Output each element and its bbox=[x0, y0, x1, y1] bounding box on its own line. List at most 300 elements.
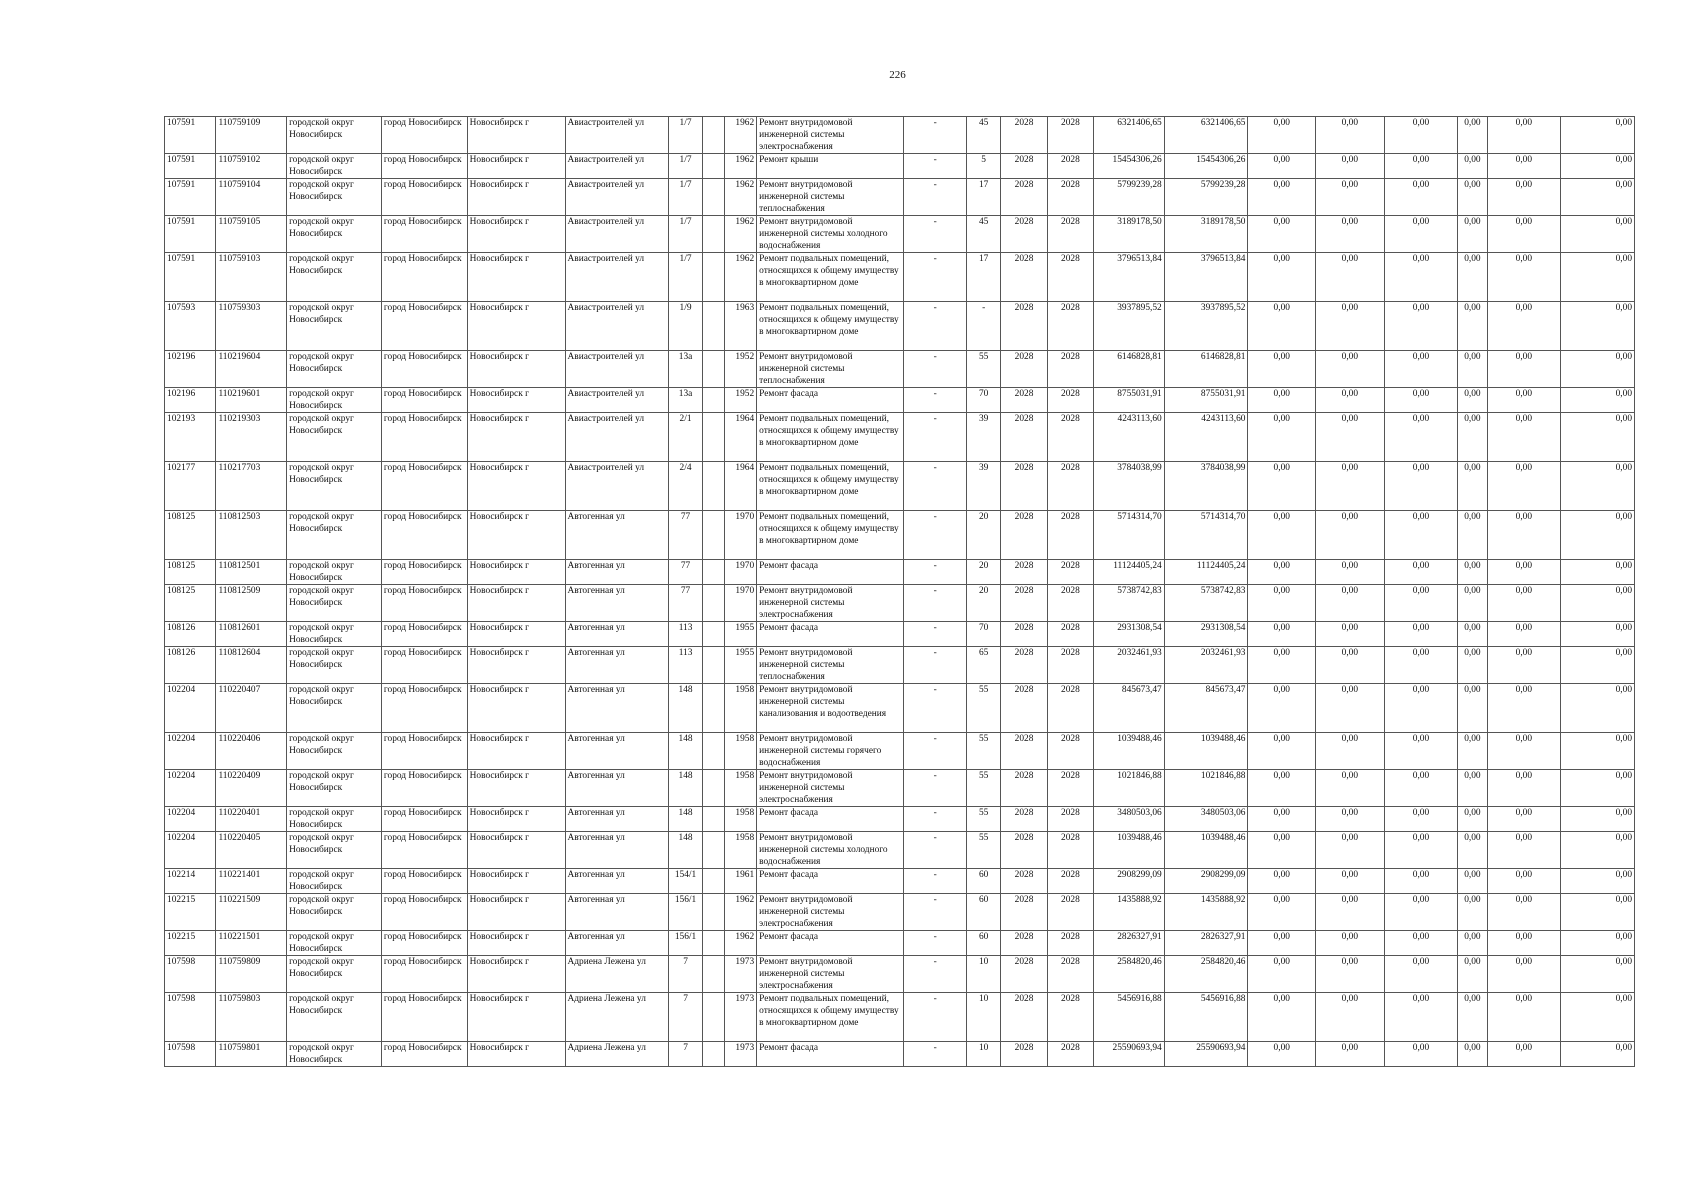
cell-total-cost: 6321406,65 bbox=[1094, 117, 1165, 154]
cell-federal-funds: 0,00 bbox=[1248, 1042, 1316, 1067]
cell-work-id: 110812601 bbox=[216, 622, 287, 647]
cell-plan-year-end: 2028 bbox=[1047, 1042, 1093, 1067]
cell-regional-funds: 0,00 bbox=[1316, 585, 1385, 622]
cell-other-funds: 0,00 bbox=[1487, 302, 1561, 351]
cell-unit: - bbox=[904, 253, 967, 302]
cell-plan-year-start: 2028 bbox=[1001, 684, 1047, 733]
cell-municipal-district: городской округ Новосибирск bbox=[287, 807, 382, 832]
cell-house-number: 156/1 bbox=[669, 894, 702, 931]
cell-street: Автогенная ул bbox=[565, 869, 669, 894]
cell-federal-funds: 0,00 bbox=[1248, 154, 1316, 179]
cell-work-id: 110221509 bbox=[216, 894, 287, 931]
cell-house-number: 2/4 bbox=[669, 462, 702, 511]
cell-unit: - bbox=[904, 351, 967, 388]
cell-street: Автогенная ул bbox=[565, 560, 669, 585]
cell-locality: Новосибирск г bbox=[467, 179, 565, 216]
cell-wear-percent: 10 bbox=[967, 956, 1001, 993]
cell-municipal-district: городской округ Новосибирск bbox=[287, 302, 382, 351]
cell-plan-year-start: 2028 bbox=[1001, 807, 1047, 832]
cell-work-type: Ремонт внутридомовой инженерной системы горячего водоснабжения bbox=[757, 733, 904, 770]
cell-owners-funds: 0,00 bbox=[1458, 894, 1487, 931]
cell-reserve-funds: 0,00 bbox=[1561, 462, 1635, 511]
cell-house-number: 1/7 bbox=[669, 253, 702, 302]
cell-unit: - bbox=[904, 462, 967, 511]
cell-other-funds: 0,00 bbox=[1487, 832, 1561, 869]
cell-municipal-district: городской округ Новосибирск bbox=[287, 388, 382, 413]
cell-federal-funds: 0,00 bbox=[1248, 894, 1316, 931]
cell-work-type: Ремонт внутридомовой инженерной системы теплоснабжения bbox=[757, 351, 904, 388]
cell-unit: - bbox=[904, 956, 967, 993]
cell-unit: - bbox=[904, 869, 967, 894]
table-row bbox=[165, 807, 1635, 832]
cell-reserve-funds: 0,00 bbox=[1561, 956, 1635, 993]
cell-unit: - bbox=[904, 413, 967, 462]
cell-unit: - bbox=[904, 585, 967, 622]
cell-building bbox=[702, 462, 724, 511]
cell-total-cost: 2908299,09 bbox=[1094, 869, 1165, 894]
cell-building bbox=[702, 1042, 724, 1067]
cell-total-cost: 1039488,46 bbox=[1094, 832, 1165, 869]
cell-house-number: 7 bbox=[669, 956, 702, 993]
cell-house-number: 148 bbox=[669, 832, 702, 869]
cell-work-type: Ремонт подвальных помещений, относящихся к общему имуществу в многоквартирном доме bbox=[757, 253, 904, 302]
cell-unit: - bbox=[904, 647, 967, 684]
cell-building bbox=[702, 684, 724, 733]
cell-reserve-funds: 0,00 bbox=[1561, 351, 1635, 388]
cell-federal-funds: 0,00 bbox=[1248, 302, 1316, 351]
cell-year-built: 1973 bbox=[724, 993, 756, 1042]
cell-other-funds: 0,00 bbox=[1487, 117, 1561, 154]
cell-work-type: Ремонт внутридомовой инженерной системы теплоснабжения bbox=[757, 647, 904, 684]
cell-locality: Новосибирск г bbox=[467, 956, 565, 993]
cell-settlement: город Новосибирск bbox=[381, 302, 467, 351]
cell-owners-funds: 0,00 bbox=[1458, 511, 1487, 560]
cell-settlement: город Новосибирск bbox=[381, 560, 467, 585]
cell-house-number: 2/1 bbox=[669, 413, 702, 462]
cell-year-built: 1958 bbox=[724, 733, 756, 770]
cell-work-type: Ремонт подвальных помещений, относящихся к общему имуществу в многоквартирном доме bbox=[757, 302, 904, 351]
cell-house-id: 102196 bbox=[165, 351, 216, 388]
cell-reserve-funds: 0,00 bbox=[1561, 302, 1635, 351]
cell-wear-percent: 17 bbox=[967, 179, 1001, 216]
cell-work-id: 110759303 bbox=[216, 302, 287, 351]
cell-building bbox=[702, 351, 724, 388]
cell-federal-funds: 0,00 bbox=[1248, 869, 1316, 894]
cell-plan-year-end: 2028 bbox=[1047, 585, 1093, 622]
cell-work-id: 110220401 bbox=[216, 807, 287, 832]
cell-work-id: 110812503 bbox=[216, 511, 287, 560]
cell-settlement: город Новосибирск bbox=[381, 253, 467, 302]
cell-fund-cost: 3796513,84 bbox=[1164, 253, 1248, 302]
cell-wear-percent: 55 bbox=[967, 351, 1001, 388]
cell-wear-percent: - bbox=[967, 302, 1001, 351]
cell-street: Адриена Лежена ул bbox=[565, 993, 669, 1042]
cell-local-funds: 0,00 bbox=[1384, 179, 1458, 216]
cell-reserve-funds: 0,00 bbox=[1561, 993, 1635, 1042]
cell-street: Авиастроителей ул bbox=[565, 253, 669, 302]
cell-owners-funds: 0,00 bbox=[1458, 770, 1487, 807]
cell-fund-cost: 2826327,91 bbox=[1164, 931, 1248, 956]
cell-unit: - bbox=[904, 1042, 967, 1067]
cell-work-type: Ремонт фасада bbox=[757, 869, 904, 894]
cell-work-id: 110759103 bbox=[216, 253, 287, 302]
cell-year-built: 1962 bbox=[724, 117, 756, 154]
cell-wear-percent: 20 bbox=[967, 511, 1001, 560]
cell-unit: - bbox=[904, 770, 967, 807]
cell-regional-funds: 0,00 bbox=[1316, 413, 1385, 462]
cell-house-id: 102204 bbox=[165, 807, 216, 832]
cell-work-id: 110759102 bbox=[216, 154, 287, 179]
cell-work-type: Ремонт фасада bbox=[757, 1042, 904, 1067]
cell-year-built: 1964 bbox=[724, 462, 756, 511]
cell-local-funds: 0,00 bbox=[1384, 993, 1458, 1042]
cell-locality: Новосибирск г bbox=[467, 894, 565, 931]
cell-year-built: 1973 bbox=[724, 1042, 756, 1067]
cell-fund-cost: 5738742,83 bbox=[1164, 585, 1248, 622]
cell-year-built: 1973 bbox=[724, 956, 756, 993]
cell-unit: - bbox=[904, 807, 967, 832]
cell-year-built: 1961 bbox=[724, 869, 756, 894]
cell-locality: Новосибирск г bbox=[467, 832, 565, 869]
cell-regional-funds: 0,00 bbox=[1316, 253, 1385, 302]
cell-building bbox=[702, 302, 724, 351]
cell-settlement: город Новосибирск bbox=[381, 511, 467, 560]
table-row bbox=[165, 388, 1635, 413]
cell-owners-funds: 0,00 bbox=[1458, 832, 1487, 869]
cell-total-cost: 3480503,06 bbox=[1094, 807, 1165, 832]
cell-fund-cost: 3480503,06 bbox=[1164, 807, 1248, 832]
cell-work-type: Ремонт внутридомовой инженерной системы холодного водоснабжения bbox=[757, 216, 904, 253]
cell-year-built: 1962 bbox=[724, 931, 756, 956]
cell-local-funds: 0,00 bbox=[1384, 647, 1458, 684]
cell-owners-funds: 0,00 bbox=[1458, 733, 1487, 770]
table-row bbox=[165, 931, 1635, 956]
cell-municipal-district: городской округ Новосибирск bbox=[287, 351, 382, 388]
cell-house-number: 77 bbox=[669, 560, 702, 585]
cell-regional-funds: 0,00 bbox=[1316, 869, 1385, 894]
cell-other-funds: 0,00 bbox=[1487, 622, 1561, 647]
cell-regional-funds: 0,00 bbox=[1316, 388, 1385, 413]
cell-federal-funds: 0,00 bbox=[1248, 993, 1316, 1042]
cell-house-id: 102204 bbox=[165, 832, 216, 869]
cell-federal-funds: 0,00 bbox=[1248, 511, 1316, 560]
table-row bbox=[165, 770, 1635, 807]
cell-house-number: 156/1 bbox=[669, 931, 702, 956]
cell-settlement: город Новосибирск bbox=[381, 931, 467, 956]
cell-settlement: город Новосибирск bbox=[381, 154, 467, 179]
cell-wear-percent: 55 bbox=[967, 684, 1001, 733]
cell-owners-funds: 0,00 bbox=[1458, 154, 1487, 179]
cell-plan-year-start: 2028 bbox=[1001, 302, 1047, 351]
cell-street: Автогенная ул bbox=[565, 647, 669, 684]
cell-year-built: 1962 bbox=[724, 179, 756, 216]
cell-municipal-district: городской округ Новосибирск bbox=[287, 622, 382, 647]
cell-fund-cost: 1039488,46 bbox=[1164, 733, 1248, 770]
cell-fund-cost: 25590693,94 bbox=[1164, 1042, 1248, 1067]
cell-unit: - bbox=[904, 894, 967, 931]
cell-house-id: 107598 bbox=[165, 1042, 216, 1067]
table-row bbox=[165, 179, 1635, 216]
cell-owners-funds: 0,00 bbox=[1458, 684, 1487, 733]
cell-plan-year-start: 2028 bbox=[1001, 511, 1047, 560]
cell-municipal-district: городской округ Новосибирск bbox=[287, 993, 382, 1042]
cell-federal-funds: 0,00 bbox=[1248, 560, 1316, 585]
cell-unit: - bbox=[904, 560, 967, 585]
cell-locality: Новосибирск г bbox=[467, 253, 565, 302]
cell-fund-cost: 2584820,46 bbox=[1164, 956, 1248, 993]
cell-house-id: 102215 bbox=[165, 894, 216, 931]
cell-owners-funds: 0,00 bbox=[1458, 253, 1487, 302]
cell-plan-year-start: 2028 bbox=[1001, 585, 1047, 622]
cell-federal-funds: 0,00 bbox=[1248, 807, 1316, 832]
cell-work-type: Ремонт внутридомовой инженерной системы электроснабжения bbox=[757, 585, 904, 622]
cell-year-built: 1964 bbox=[724, 413, 756, 462]
cell-settlement: город Новосибирск bbox=[381, 462, 467, 511]
cell-unit: - bbox=[904, 179, 967, 216]
cell-work-id: 110219601 bbox=[216, 388, 287, 413]
cell-local-funds: 0,00 bbox=[1384, 388, 1458, 413]
cell-other-funds: 0,00 bbox=[1487, 770, 1561, 807]
cell-reserve-funds: 0,00 bbox=[1561, 413, 1635, 462]
cell-local-funds: 0,00 bbox=[1384, 832, 1458, 869]
cell-settlement: город Новосибирск bbox=[381, 413, 467, 462]
cell-other-funds: 0,00 bbox=[1487, 647, 1561, 684]
cell-reserve-funds: 0,00 bbox=[1561, 560, 1635, 585]
cell-municipal-district: городской округ Новосибирск bbox=[287, 733, 382, 770]
cell-house-number: 13а bbox=[669, 351, 702, 388]
cell-fund-cost: 6146828,81 bbox=[1164, 351, 1248, 388]
cell-street: Авиастроителей ул bbox=[565, 216, 669, 253]
table-row bbox=[165, 560, 1635, 585]
cell-local-funds: 0,00 bbox=[1384, 733, 1458, 770]
cell-locality: Новосибирск г bbox=[467, 117, 565, 154]
cell-work-id: 110759809 bbox=[216, 956, 287, 993]
cell-reserve-funds: 0,00 bbox=[1561, 253, 1635, 302]
cell-house-number: 113 bbox=[669, 622, 702, 647]
cell-owners-funds: 0,00 bbox=[1458, 302, 1487, 351]
cell-regional-funds: 0,00 bbox=[1316, 770, 1385, 807]
cell-work-id: 110759109 bbox=[216, 117, 287, 154]
cell-work-id: 110759803 bbox=[216, 993, 287, 1042]
cell-locality: Новосибирск г bbox=[467, 622, 565, 647]
cell-wear-percent: 17 bbox=[967, 253, 1001, 302]
cell-wear-percent: 60 bbox=[967, 894, 1001, 931]
cell-local-funds: 0,00 bbox=[1384, 302, 1458, 351]
cell-other-funds: 0,00 bbox=[1487, 216, 1561, 253]
cell-plan-year-end: 2028 bbox=[1047, 253, 1093, 302]
cell-municipal-district: городской округ Новосибирск bbox=[287, 216, 382, 253]
cell-reserve-funds: 0,00 bbox=[1561, 154, 1635, 179]
cell-plan-year-start: 2028 bbox=[1001, 560, 1047, 585]
cell-house-number: 1/9 bbox=[669, 302, 702, 351]
cell-total-cost: 1021846,88 bbox=[1094, 770, 1165, 807]
cell-total-cost: 1039488,46 bbox=[1094, 733, 1165, 770]
cell-wear-percent: 55 bbox=[967, 832, 1001, 869]
cell-wear-percent: 45 bbox=[967, 117, 1001, 154]
cell-locality: Новосибирск г bbox=[467, 413, 565, 462]
cell-unit: - bbox=[904, 993, 967, 1042]
cell-federal-funds: 0,00 bbox=[1248, 733, 1316, 770]
cell-plan-year-end: 2028 bbox=[1047, 869, 1093, 894]
cell-fund-cost: 8755031,91 bbox=[1164, 388, 1248, 413]
cell-fund-cost: 5714314,70 bbox=[1164, 511, 1248, 560]
cell-work-id: 110220407 bbox=[216, 684, 287, 733]
cell-work-type: Ремонт внутридомовой инженерной системы канализования и водоотведения bbox=[757, 684, 904, 733]
cell-plan-year-start: 2028 bbox=[1001, 154, 1047, 179]
cell-building bbox=[702, 560, 724, 585]
cell-federal-funds: 0,00 bbox=[1248, 684, 1316, 733]
cell-house-id: 107591 bbox=[165, 154, 216, 179]
cell-other-funds: 0,00 bbox=[1487, 956, 1561, 993]
cell-work-type: Ремонт внутридомовой инженерной системы электроснабжения bbox=[757, 770, 904, 807]
cell-local-funds: 0,00 bbox=[1384, 894, 1458, 931]
cell-reserve-funds: 0,00 bbox=[1561, 622, 1635, 647]
cell-plan-year-start: 2028 bbox=[1001, 216, 1047, 253]
cell-municipal-district: городской округ Новосибирск bbox=[287, 956, 382, 993]
cell-locality: Новосибирск г bbox=[467, 560, 565, 585]
cell-plan-year-start: 2028 bbox=[1001, 179, 1047, 216]
cell-plan-year-end: 2028 bbox=[1047, 956, 1093, 993]
cell-federal-funds: 0,00 bbox=[1248, 647, 1316, 684]
cell-plan-year-end: 2028 bbox=[1047, 462, 1093, 511]
cell-wear-percent: 55 bbox=[967, 733, 1001, 770]
cell-plan-year-end: 2028 bbox=[1047, 388, 1093, 413]
cell-street: Адриена Лежена ул bbox=[565, 956, 669, 993]
cell-building bbox=[702, 956, 724, 993]
table-row bbox=[165, 894, 1635, 931]
cell-settlement: город Новосибирск bbox=[381, 216, 467, 253]
cell-work-type: Ремонт подвальных помещений, относящихся к общему имуществу в многоквартирном доме bbox=[757, 993, 904, 1042]
table-row bbox=[165, 462, 1635, 511]
cell-house-id: 108125 bbox=[165, 511, 216, 560]
cell-reserve-funds: 0,00 bbox=[1561, 807, 1635, 832]
cell-street: Автогенная ул bbox=[565, 585, 669, 622]
cell-reserve-funds: 0,00 bbox=[1561, 869, 1635, 894]
cell-wear-percent: 45 bbox=[967, 216, 1001, 253]
cell-house-number: 77 bbox=[669, 585, 702, 622]
cell-building bbox=[702, 733, 724, 770]
cell-street: Авиастроителей ул bbox=[565, 413, 669, 462]
cell-unit: - bbox=[904, 511, 967, 560]
cell-local-funds: 0,00 bbox=[1384, 585, 1458, 622]
cell-other-funds: 0,00 bbox=[1487, 253, 1561, 302]
cell-street: Авиастроителей ул bbox=[565, 302, 669, 351]
cell-reserve-funds: 0,00 bbox=[1561, 179, 1635, 216]
cell-municipal-district: городской округ Новосибирск bbox=[287, 462, 382, 511]
cell-house-number: 77 bbox=[669, 511, 702, 560]
cell-other-funds: 0,00 bbox=[1487, 1042, 1561, 1067]
cell-fund-cost: 1021846,88 bbox=[1164, 770, 1248, 807]
cell-year-built: 1970 bbox=[724, 511, 756, 560]
cell-house-id: 102193 bbox=[165, 413, 216, 462]
cell-building bbox=[702, 894, 724, 931]
cell-settlement: город Новосибирск bbox=[381, 684, 467, 733]
cell-locality: Новосибирск г bbox=[467, 647, 565, 684]
cell-wear-percent: 60 bbox=[967, 931, 1001, 956]
cell-reserve-funds: 0,00 bbox=[1561, 511, 1635, 560]
cell-street: Авиастроителей ул bbox=[565, 154, 669, 179]
cell-federal-funds: 0,00 bbox=[1248, 351, 1316, 388]
cell-plan-year-start: 2028 bbox=[1001, 253, 1047, 302]
cell-federal-funds: 0,00 bbox=[1248, 585, 1316, 622]
cell-owners-funds: 0,00 bbox=[1458, 1042, 1487, 1067]
cell-reserve-funds: 0,00 bbox=[1561, 117, 1635, 154]
cell-work-type: Ремонт крыши bbox=[757, 154, 904, 179]
cell-plan-year-end: 2028 bbox=[1047, 560, 1093, 585]
cell-fund-cost: 1435888,92 bbox=[1164, 894, 1248, 931]
cell-other-funds: 0,00 bbox=[1487, 931, 1561, 956]
cell-street: Автогенная ул bbox=[565, 832, 669, 869]
cell-building bbox=[702, 388, 724, 413]
cell-house-number: 154/1 bbox=[669, 869, 702, 894]
cell-work-id: 110220406 bbox=[216, 733, 287, 770]
cell-regional-funds: 0,00 bbox=[1316, 560, 1385, 585]
cell-total-cost: 8755031,91 bbox=[1094, 388, 1165, 413]
cell-total-cost: 5714314,70 bbox=[1094, 511, 1165, 560]
cell-total-cost: 6146828,81 bbox=[1094, 351, 1165, 388]
cell-fund-cost: 4243113,60 bbox=[1164, 413, 1248, 462]
table-row bbox=[165, 1042, 1635, 1067]
cell-plan-year-end: 2028 bbox=[1047, 894, 1093, 931]
cell-work-type: Ремонт подвальных помещений, относящихся к общему имуществу в многоквартирном доме bbox=[757, 511, 904, 560]
cell-plan-year-end: 2028 bbox=[1047, 511, 1093, 560]
cell-plan-year-end: 2028 bbox=[1047, 684, 1093, 733]
cell-unit: - bbox=[904, 733, 967, 770]
cell-work-id: 110219303 bbox=[216, 413, 287, 462]
cell-wear-percent: 60 bbox=[967, 869, 1001, 894]
cell-plan-year-end: 2028 bbox=[1047, 993, 1093, 1042]
cell-street: Автогенная ул bbox=[565, 807, 669, 832]
cell-plan-year-end: 2028 bbox=[1047, 351, 1093, 388]
cell-street: Автогенная ул bbox=[565, 770, 669, 807]
cell-other-funds: 0,00 bbox=[1487, 560, 1561, 585]
cell-total-cost: 845673,47 bbox=[1094, 684, 1165, 733]
cell-local-funds: 0,00 bbox=[1384, 770, 1458, 807]
cell-house-id: 108126 bbox=[165, 622, 216, 647]
cell-house-id: 102177 bbox=[165, 462, 216, 511]
cell-total-cost: 3937895,52 bbox=[1094, 302, 1165, 351]
cell-federal-funds: 0,00 bbox=[1248, 832, 1316, 869]
cell-unit: - bbox=[904, 216, 967, 253]
table-row bbox=[165, 216, 1635, 253]
cell-work-type: Ремонт внутридомовой инженерной системы электроснабжения bbox=[757, 894, 904, 931]
table-row bbox=[165, 413, 1635, 462]
cell-building bbox=[702, 931, 724, 956]
cell-work-type: Ремонт фасада bbox=[757, 807, 904, 832]
cell-total-cost: 5738742,83 bbox=[1094, 585, 1165, 622]
cell-plan-year-end: 2028 bbox=[1047, 770, 1093, 807]
cell-building bbox=[702, 832, 724, 869]
cell-work-type: Ремонт фасада bbox=[757, 560, 904, 585]
cell-local-funds: 0,00 bbox=[1384, 560, 1458, 585]
cell-street: Автогенная ул bbox=[565, 622, 669, 647]
cell-local-funds: 0,00 bbox=[1384, 462, 1458, 511]
cell-regional-funds: 0,00 bbox=[1316, 1042, 1385, 1067]
cell-locality: Новосибирск г bbox=[467, 1042, 565, 1067]
cell-total-cost: 2826327,91 bbox=[1094, 931, 1165, 956]
cell-regional-funds: 0,00 bbox=[1316, 154, 1385, 179]
cell-street: Автогенная ул bbox=[565, 684, 669, 733]
cell-locality: Новосибирск г bbox=[467, 807, 565, 832]
cell-house-number: 148 bbox=[669, 770, 702, 807]
cell-house-number: 1/7 bbox=[669, 154, 702, 179]
cell-owners-funds: 0,00 bbox=[1458, 647, 1487, 684]
page-number: 226 bbox=[889, 69, 906, 81]
cell-local-funds: 0,00 bbox=[1384, 622, 1458, 647]
cell-local-funds: 0,00 bbox=[1384, 413, 1458, 462]
cell-reserve-funds: 0,00 bbox=[1561, 684, 1635, 733]
cell-locality: Новосибирск г bbox=[467, 351, 565, 388]
